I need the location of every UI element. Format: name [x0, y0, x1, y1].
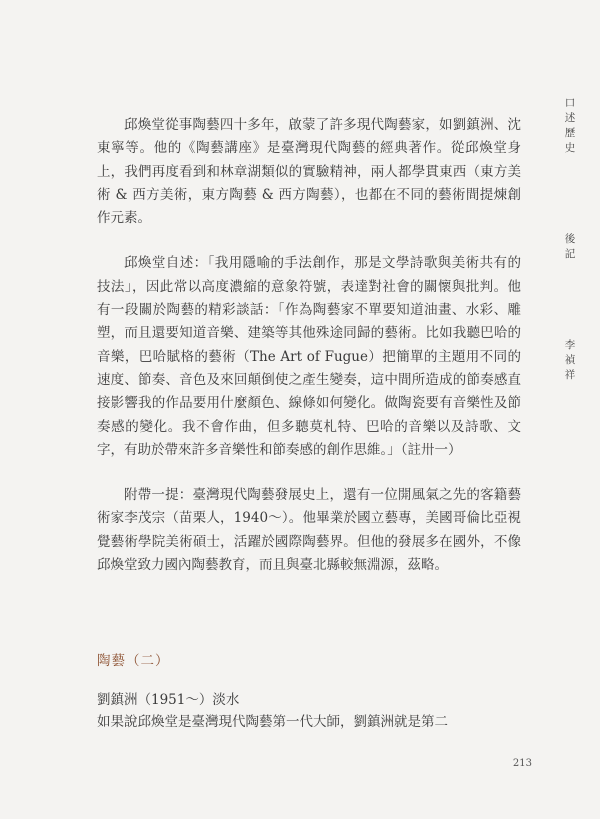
side-running-header	[562, 96, 578, 383]
section-title	[562, 232, 578, 262]
series-title-char: 史	[564, 142, 576, 154]
series-title	[562, 96, 578, 156]
author-name-char: 祥	[564, 369, 576, 381]
body-text	[97, 114, 521, 599]
paragraph: 邱煥堂自述：「我用隱喻的手法創作，那是文學詩歌與美術共有的技法」，因此常以高度濃縮的意象符號，表達對社會的關懷與批判。他有一段關於陶藝的精彩談話：「作為陶藝家不單要知道油畫、水彩、雕塑，而且還要知道音樂、建築等其他殊途同歸的藝術。比如我聽巴哈的音樂，巴哈賦格的藝術（The Art of Fugue）把簡單的主題用不同的速度、節奏、音色及來回顛倒使之產生變奏，這中間所造成的節奏感直接影響我的作品要用什麼顏色、線條如何變化。做陶瓷要有音樂性及節奏感的變化。我不會作曲，但多聽莫札特、巴哈的音樂以及詩歌、文字，有助於帶來許多音樂性和節奏感的創作思維。」（註卅一）	[97, 255, 521, 458]
page-number: 213	[512, 758, 532, 769]
series-title-char: 述	[564, 112, 576, 124]
paragraph: 附帶一提：臺灣現代陶藝發展史上，還有一位開風氣之先的客籍藝術家李茂宗（苗栗人，1940～）。他畢業於國立藝專，美國哥倫比亞視覺藝術學院美術碩士，活躍於國際陶藝界。但他的發展多在國外，不像邱煥堂致力國內陶藝教育，而且與臺北縣較無淵源，茲略。	[97, 487, 521, 574]
author-name-char: 李	[564, 339, 576, 351]
series-title-char: 歷	[564, 127, 576, 139]
series-title-char: 口	[564, 97, 576, 109]
paragraph: 邱煥堂從事陶藝四十多年，啟蒙了許多現代陶藝家，如劉鎮洲、沈東寧等。他的《陶藝講座》是臺灣現代陶藝的經典著作。從邱煥堂身上，我們再度看到和林章湖類似的實驗精神，兩人都學貫東西（東方美術 & 西方美術，東方陶藝 & 西方陶藝），也都在不同的藝術間提煉創作元素。	[97, 117, 521, 227]
section-title-char: 記	[564, 248, 576, 260]
section-heading: 陶藝（二）	[97, 653, 170, 669]
subheading: 劉鎮洲（1951～）淡水	[97, 692, 240, 708]
author-name	[562, 338, 578, 383]
section-title-char: 後	[564, 233, 576, 245]
paragraph-start: 如果說邱煥堂是臺灣現代陶藝第一代大師，劉鎮洲就是第二	[97, 714, 448, 730]
author-name-char: 禎	[564, 354, 576, 366]
